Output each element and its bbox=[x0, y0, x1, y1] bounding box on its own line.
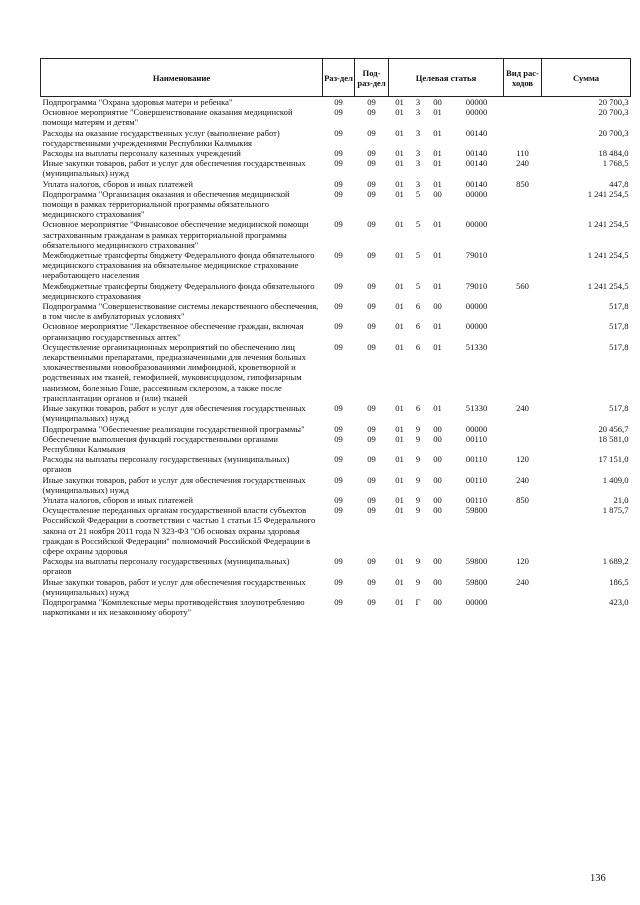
row-target-program: 01 bbox=[395, 505, 404, 516]
row-subsection: 09 bbox=[367, 341, 376, 352]
row-subsection: 09 bbox=[367, 107, 376, 118]
row-subsection: 09 bbox=[367, 474, 376, 485]
row-section: 09 bbox=[334, 576, 343, 587]
row-target-event: 01 bbox=[433, 219, 442, 230]
row-expense-type: 240 bbox=[516, 576, 529, 587]
row-target-event: 00 bbox=[433, 188, 442, 199]
row-subsection: 09 bbox=[367, 494, 376, 505]
row-target-program: 01 bbox=[395, 474, 404, 485]
row-expense-type: 850 bbox=[516, 494, 529, 505]
row-target-subprogram: 5 bbox=[415, 280, 421, 291]
row-name: Расходы на выплаты персоналу государственных (муниципальных) органов bbox=[42, 454, 290, 475]
row-target-subprogram: 9 bbox=[415, 505, 421, 516]
row-target-program: 01 bbox=[395, 576, 404, 587]
row-section: 09 bbox=[334, 596, 343, 607]
row-name: Межбюджетные трансферты бюджету Федерального фонда обязательного медицинского страхования на обязательное медицинское страхование неработающего населения bbox=[42, 250, 315, 281]
row-target-direction: 51330 bbox=[465, 403, 488, 414]
row-target-event: 00 bbox=[433, 494, 442, 505]
row-sum: 186,5 bbox=[609, 576, 629, 587]
table-row bbox=[41, 577, 631, 597]
row-target-program: 01 bbox=[395, 301, 404, 312]
row-target-subprogram: 6 bbox=[415, 321, 421, 332]
row-name: Основное мероприятие "Финансовое обеспечение медицинской помощи застрахованным гражданам в рамках территориальной программы обязательного медицинского страхования" bbox=[42, 219, 309, 250]
row-target-event: 00 bbox=[433, 505, 442, 516]
row-sum: 517,8 bbox=[609, 341, 629, 352]
row-name: Межбюджетные трансферты бюджету Федерального фонда обязательного медицинского страхования bbox=[42, 280, 315, 301]
table-row bbox=[41, 189, 631, 220]
row-target-program: 01 bbox=[395, 433, 404, 444]
table-row bbox=[41, 301, 631, 321]
row-expense-type bbox=[504, 250, 542, 281]
row-section: 09 bbox=[334, 454, 343, 465]
row-target-program: 01 bbox=[395, 423, 404, 434]
page-number: 136 bbox=[590, 873, 606, 884]
row-target-event: 00 bbox=[433, 97, 442, 107]
row-target-subprogram: 9 bbox=[415, 474, 421, 485]
row-target-event: 01 bbox=[433, 403, 442, 414]
row-target-direction: 00000 bbox=[465, 219, 488, 230]
row-target-subprogram: 3 bbox=[415, 97, 421, 107]
row-target-subprogram: 6 bbox=[415, 403, 421, 414]
table-body bbox=[41, 97, 631, 618]
row-target-direction: 00140 bbox=[465, 127, 488, 138]
row-sum: 18 581,0 bbox=[598, 433, 629, 444]
row-target-event: 01 bbox=[433, 148, 442, 159]
row-expense-type bbox=[504, 189, 542, 220]
row-target-event: 01 bbox=[433, 341, 442, 352]
row-target-event: 00 bbox=[433, 454, 442, 465]
row-target-program: 01 bbox=[395, 148, 404, 159]
row-target-program: 01 bbox=[395, 178, 404, 189]
table-row bbox=[41, 434, 631, 454]
row-target-event: 01 bbox=[433, 107, 442, 118]
row-expense-type: 110 bbox=[516, 148, 529, 159]
row-target-program: 01 bbox=[395, 219, 404, 230]
table-row bbox=[41, 128, 631, 148]
row-target-direction: 59800 bbox=[465, 576, 488, 587]
table-row bbox=[41, 179, 631, 189]
row-section: 09 bbox=[334, 148, 343, 159]
table-row bbox=[41, 97, 631, 108]
row-target-event: 00 bbox=[433, 474, 442, 485]
row-name: Подпрограмма "Охрана здоровья матери и ребенка" bbox=[42, 97, 233, 107]
row-target-direction: 00140 bbox=[465, 148, 488, 159]
row-target-direction: 59800 bbox=[465, 556, 488, 567]
row-name: Осуществление переданных органам государственной власти субъектов Российской Федерации в соответствии с частью 1 статьи 15 Федерального закона от 21 ноября 2011 года N 323-ФЗ "Об основах охраны здоровья граждан в Российской Федерации" полномочий Российской Федерации в сфере охраны здоровья bbox=[42, 505, 316, 556]
row-name: Подпрограмма "Обеспечение реализации государственной программы" bbox=[42, 423, 305, 434]
row-subsection: 09 bbox=[367, 148, 376, 159]
row-target-subprogram: Г bbox=[415, 596, 421, 607]
table-row bbox=[41, 475, 631, 495]
row-target-event: 01 bbox=[433, 250, 442, 261]
row-expense-type bbox=[504, 219, 542, 250]
row-name: Осуществление организационных мероприятий по обеспечению лиц лекарственными препаратами, предназначенными для лечения больных злокачественными новообразованиями лимфоидной, кроветворной и родственных им тканей, гемофилией, муковисцидозом, гипофизарным нанизмом, болезнью Гоше, рассеянным склерозом, а также после трансплантации органов и (или) тканей bbox=[42, 341, 306, 403]
row-sum: 1 875,7 bbox=[602, 505, 629, 516]
row-target-event: 00 bbox=[433, 576, 442, 587]
row-target-subprogram: 3 bbox=[415, 148, 421, 159]
budget-table bbox=[40, 58, 631, 617]
row-target-direction: 00000 bbox=[465, 301, 488, 312]
row-target-subprogram: 9 bbox=[415, 423, 421, 434]
table-row bbox=[41, 556, 631, 576]
row-subsection: 09 bbox=[367, 576, 376, 587]
table-row bbox=[41, 597, 631, 617]
row-target-event: 01 bbox=[433, 280, 442, 291]
header-name: Наименование bbox=[41, 59, 323, 97]
row-target-direction: 79010 bbox=[465, 280, 488, 291]
budget-table-sheet bbox=[40, 58, 630, 617]
row-target-subprogram: 3 bbox=[415, 127, 421, 138]
row-sum: 1 409,0 bbox=[602, 474, 629, 485]
row-expense-type: 120 bbox=[516, 454, 529, 465]
row-target-event: 00 bbox=[433, 556, 442, 567]
row-subsection: 09 bbox=[367, 403, 376, 414]
row-target-subprogram: 6 bbox=[415, 301, 421, 312]
row-subsection: 09 bbox=[367, 188, 376, 199]
row-target-program: 01 bbox=[395, 403, 404, 414]
row-name: Расходы на оказание государственных услуг (выполнение работ) государственными учреждениями Республики Калмыкия bbox=[42, 127, 280, 148]
table-row bbox=[41, 342, 631, 403]
table-row bbox=[41, 424, 631, 434]
row-target-subprogram: 6 bbox=[415, 341, 421, 352]
header-expense-type: Вид рас-ходов bbox=[504, 59, 542, 97]
row-sum: 20 456,7 bbox=[598, 423, 629, 434]
row-target-direction: 00000 bbox=[465, 596, 488, 607]
row-section: 09 bbox=[334, 280, 343, 291]
row-target-subprogram: 3 bbox=[415, 107, 421, 118]
row-section: 09 bbox=[334, 556, 343, 567]
row-target-subprogram: 3 bbox=[415, 158, 421, 169]
row-subsection: 09 bbox=[367, 178, 376, 189]
row-target-program: 01 bbox=[395, 127, 404, 138]
row-name: Иные закупки товаров, работ и услуг для обеспечения государственных (муниципальных) нужд bbox=[42, 576, 306, 597]
row-sum: 447,8 bbox=[609, 178, 629, 189]
row-expense-type bbox=[504, 301, 542, 321]
row-target-program: 01 bbox=[395, 494, 404, 505]
row-target-direction: 00000 bbox=[465, 321, 488, 332]
table-row bbox=[41, 281, 631, 301]
row-subsection: 09 bbox=[367, 433, 376, 444]
row-name: Уплата налогов, сборов и иных платежей bbox=[42, 494, 194, 505]
row-name: Уплата налогов, сборов и иных платежей bbox=[42, 178, 194, 189]
row-subsection: 09 bbox=[367, 97, 376, 107]
row-subsection: 09 bbox=[367, 556, 376, 567]
row-section: 09 bbox=[334, 97, 343, 107]
table-row bbox=[41, 219, 631, 250]
row-target-direction: 00140 bbox=[465, 158, 488, 169]
row-expense-type: 240 bbox=[516, 158, 529, 169]
row-name: Основное мероприятие "Лекарственное обеспечение граждан, включая организацию государственных аптек" bbox=[42, 321, 304, 342]
row-section: 09 bbox=[334, 188, 343, 199]
row-subsection: 09 bbox=[367, 423, 376, 434]
row-target-program: 01 bbox=[395, 188, 404, 199]
table-row bbox=[41, 454, 631, 474]
row-target-direction: 00000 bbox=[465, 97, 488, 107]
table-row bbox=[41, 148, 631, 158]
row-name: Подпрограмма "Организация оказания и обеспечения медицинской помощи в рамках территориальной программы обязательного медицинского страхования" bbox=[42, 188, 290, 220]
row-target-subprogram: 9 bbox=[415, 556, 421, 567]
row-expense-type: 850 bbox=[516, 178, 529, 189]
row-subsection: 09 bbox=[367, 454, 376, 465]
header-target-article: Целевая статья bbox=[389, 59, 504, 97]
table-row bbox=[41, 321, 631, 341]
row-subsection: 09 bbox=[367, 219, 376, 230]
row-sum: 517,8 bbox=[609, 321, 629, 332]
header-section: Раз-дел bbox=[323, 59, 355, 97]
row-expense-type bbox=[504, 505, 542, 556]
row-section: 09 bbox=[334, 321, 343, 332]
row-target-direction: 00110 bbox=[465, 474, 488, 485]
row-target-program: 01 bbox=[395, 250, 404, 261]
row-target-program: 01 bbox=[395, 97, 404, 107]
row-expense-type: 120 bbox=[516, 556, 529, 567]
row-expense-type bbox=[504, 321, 542, 341]
row-sum: 20 700,3 bbox=[598, 127, 629, 138]
row-sum: 20 700,3 bbox=[598, 97, 629, 107]
row-name: Иные закупки товаров, работ и услуг для обеспечения государственных (муниципальных) нужд bbox=[42, 474, 306, 495]
row-sum: 20 700,3 bbox=[598, 107, 629, 118]
row-target-subprogram: 9 bbox=[415, 576, 421, 587]
row-sum: 423,0 bbox=[609, 596, 629, 607]
row-name: Расходы на выплаты персоналу казенных учреждений bbox=[42, 148, 241, 159]
row-target-direction: 59800 bbox=[465, 505, 488, 516]
row-expense-type: 240 bbox=[516, 403, 529, 414]
row-subsection: 09 bbox=[367, 301, 376, 312]
row-target-program: 01 bbox=[395, 341, 404, 352]
row-target-direction: 00110 bbox=[465, 454, 488, 465]
row-sum: 17 151,0 bbox=[598, 454, 629, 465]
row-expense-type bbox=[504, 434, 542, 454]
row-subsection: 09 bbox=[367, 127, 376, 138]
row-target-program: 01 bbox=[395, 158, 404, 169]
row-section: 09 bbox=[334, 494, 343, 505]
row-name: Иные закупки товаров, работ и услуг для обеспечения государственных (муниципальных) нужд bbox=[42, 158, 306, 179]
row-target-program: 01 bbox=[395, 556, 404, 567]
row-section: 09 bbox=[334, 403, 343, 414]
row-target-subprogram: 9 bbox=[415, 454, 421, 465]
row-target-subprogram: 9 bbox=[415, 494, 421, 505]
row-section: 09 bbox=[334, 474, 343, 485]
row-section: 09 bbox=[334, 127, 343, 138]
table-row bbox=[41, 158, 631, 178]
row-target-direction: 00140 bbox=[465, 178, 488, 189]
row-name: Подпрограмма "Комплексные меры противодействия злоупотреблению наркотиками и их незаконному обороту" bbox=[42, 596, 305, 618]
row-name: Основное мероприятие "Совершенствование оказания медицинской помощи матерям и детям" bbox=[42, 107, 293, 128]
row-target-event: 01 bbox=[433, 178, 442, 189]
row-sum: 1 241 254,5 bbox=[587, 188, 629, 199]
row-subsection: 09 bbox=[367, 280, 376, 291]
row-expense-type bbox=[504, 342, 542, 403]
row-subsection: 09 bbox=[367, 596, 376, 607]
row-sum: 517,8 bbox=[609, 301, 629, 312]
row-target-direction: 51330 bbox=[465, 341, 488, 352]
row-sum: 1 241 254,5 bbox=[587, 250, 629, 261]
row-target-subprogram: 5 bbox=[415, 219, 421, 230]
row-target-event: 00 bbox=[433, 433, 442, 444]
row-target-program: 01 bbox=[395, 454, 404, 465]
row-section: 09 bbox=[334, 219, 343, 230]
row-name: Подпрограмма "Совершенствование системы лекарственного обеспечения, в том числе в амбулаторных условиях" bbox=[42, 301, 319, 322]
row-expense-type bbox=[504, 107, 542, 127]
row-target-direction: 79010 bbox=[465, 250, 488, 261]
row-subsection: 09 bbox=[367, 321, 376, 332]
row-target-subprogram: 3 bbox=[415, 178, 421, 189]
row-sum: 21,0 bbox=[613, 494, 629, 505]
row-target-event: 01 bbox=[433, 321, 442, 332]
row-target-direction: 00000 bbox=[465, 423, 488, 434]
row-expense-type: 560 bbox=[516, 280, 529, 291]
row-target-direction: 00110 bbox=[465, 494, 488, 505]
row-target-event: 01 bbox=[433, 158, 442, 169]
row-target-event: 00 bbox=[433, 423, 442, 434]
header-subsection: Под-раз-дел bbox=[355, 59, 389, 97]
table-row bbox=[41, 250, 631, 281]
row-target-direction: 00000 bbox=[465, 107, 488, 118]
row-sum: 517,8 bbox=[609, 403, 629, 414]
row-section: 09 bbox=[334, 250, 343, 261]
table-row bbox=[41, 495, 631, 505]
row-section: 09 bbox=[334, 107, 343, 118]
row-section: 09 bbox=[334, 423, 343, 434]
row-target-event: 00 bbox=[433, 596, 442, 607]
row-expense-type bbox=[504, 97, 542, 108]
header-sum: Сумма bbox=[542, 59, 631, 97]
row-subsection: 09 bbox=[367, 505, 376, 516]
row-target-event: 01 bbox=[433, 127, 442, 138]
table-row bbox=[41, 107, 631, 127]
row-target-program: 01 bbox=[395, 321, 404, 332]
row-target-subprogram: 9 bbox=[415, 433, 421, 444]
row-expense-type bbox=[504, 424, 542, 434]
row-expense-type: 240 bbox=[516, 474, 529, 485]
row-sum: 1 241 254,5 bbox=[587, 280, 629, 291]
row-name: Расходы на выплаты персоналу государственных (муниципальных) органов bbox=[42, 556, 290, 577]
row-target-program: 01 bbox=[395, 280, 404, 291]
row-target-direction: 00110 bbox=[465, 433, 488, 444]
row-target-event: 00 bbox=[433, 301, 442, 312]
row-expense-type bbox=[504, 128, 542, 148]
row-sum: 1 689,2 bbox=[602, 556, 629, 567]
row-name: Обеспечение выполнения функций государственными органами Республики Калмыкия bbox=[42, 433, 278, 454]
row-section: 09 bbox=[334, 433, 343, 444]
row-sum: 1 768,5 bbox=[602, 158, 629, 169]
row-target-subprogram: 5 bbox=[415, 250, 421, 261]
row-section: 09 bbox=[334, 341, 343, 352]
row-sum: 1 241 254,5 bbox=[587, 219, 629, 230]
row-section: 09 bbox=[334, 301, 343, 312]
row-section: 09 bbox=[334, 178, 343, 189]
row-target-direction: 00000 bbox=[465, 188, 488, 199]
table-header bbox=[41, 59, 631, 97]
row-section: 09 bbox=[334, 158, 343, 169]
row-target-subprogram: 5 bbox=[415, 188, 421, 199]
row-name: Иные закупки товаров, работ и услуг для обеспечения государственных (муниципальных) нужд bbox=[42, 403, 306, 424]
table-row bbox=[41, 403, 631, 423]
row-target-program: 01 bbox=[395, 596, 404, 607]
row-expense-type bbox=[504, 597, 542, 617]
row-target-program: 01 bbox=[395, 107, 404, 118]
row-subsection: 09 bbox=[367, 250, 376, 261]
row-section: 09 bbox=[334, 505, 343, 516]
table-row bbox=[41, 505, 631, 556]
row-sum: 18 484,0 bbox=[598, 148, 629, 159]
row-subsection: 09 bbox=[367, 158, 376, 169]
